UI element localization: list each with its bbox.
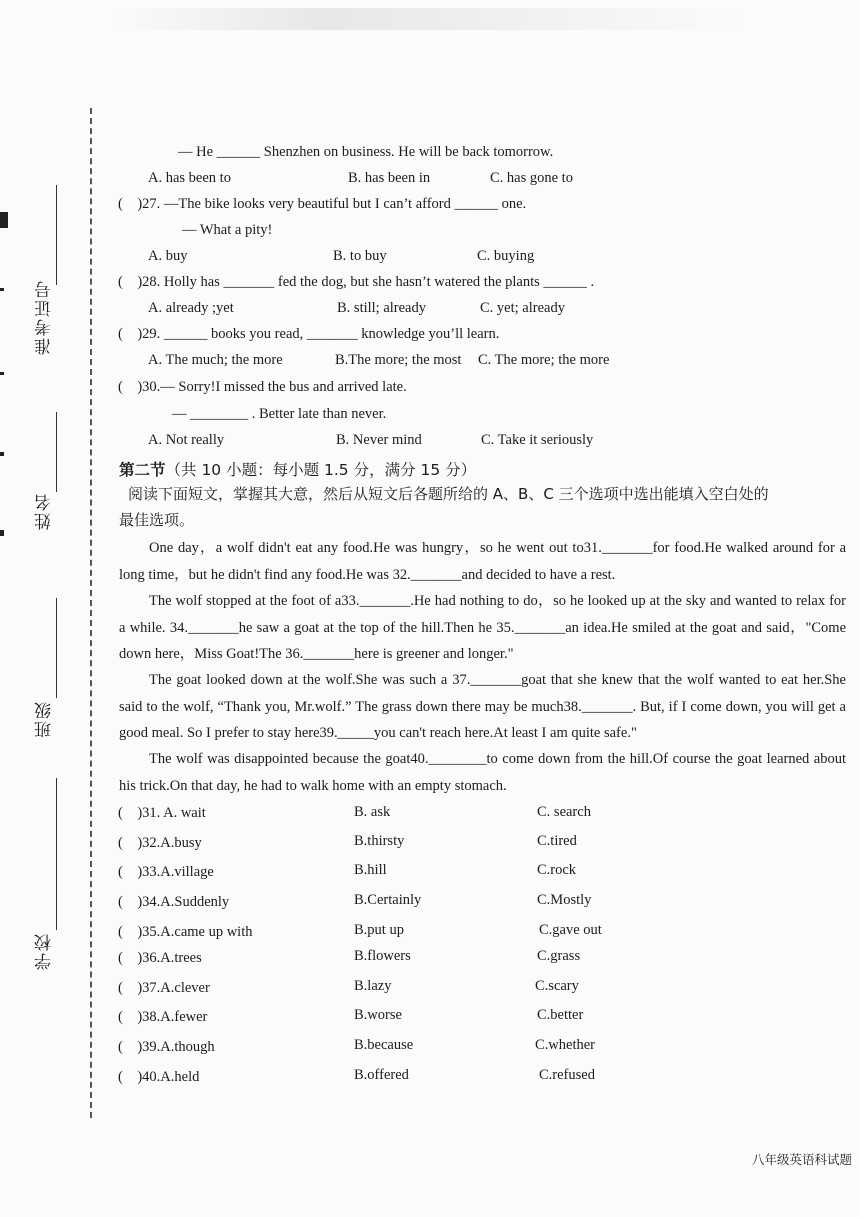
q35-option-b: B.put up — [354, 922, 404, 938]
exam-id-label: 准考证号 — [35, 279, 54, 355]
q38-option-a: ( )38.A.fewer — [118, 1009, 208, 1025]
section-instruction-2: 最佳选项。 — [119, 511, 195, 529]
name-label: 姓名 — [35, 492, 54, 530]
edge-mark — [0, 452, 4, 456]
edge-mark — [0, 288, 4, 291]
q28-option-c: C. yet; already — [480, 300, 565, 316]
school-underline — [56, 778, 57, 930]
q29-line: ( )29. ______ books you read, _______ knowledge you’ll learn. — [118, 326, 500, 342]
q30-option-a: A. Not really — [148, 432, 225, 448]
q32-option-b: B.thirsty — [354, 833, 405, 849]
edge-mark — [0, 212, 8, 228]
q30-option-c: C. Take it seriously — [481, 432, 594, 448]
class-label: 班级 — [35, 700, 54, 738]
q37-option-b: B.lazy — [354, 978, 392, 994]
q34-option-b: B.Certainly — [354, 892, 422, 908]
edge-mark — [0, 530, 4, 536]
q28-option-b: B. still; already — [337, 300, 426, 316]
q40-option-c: C.refused — [539, 1067, 595, 1083]
q31-option-c: C. search — [537, 804, 591, 820]
q26-line: — He ______ Shenzhen on business. He will be back tomorrow. — [178, 144, 554, 160]
q36-option-c: C.grass — [537, 948, 581, 964]
q34-option-a: ( )34.A.Suddenly — [118, 894, 230, 910]
q39-option-a: ( )39.A.though — [118, 1039, 215, 1055]
binding-dashed-line — [90, 108, 92, 1118]
class-field — [32, 598, 64, 738]
passage-paragraph-4-text: The wolf was disappointed because the goat40.________to come down from the hill.Of course the goat learned about his trick.On that day, he had to walk home with an empty stomach. — [119, 751, 846, 794]
q27-reply: — What a pity! — [182, 222, 273, 238]
q28-line: ( )28. Holly has _______ fed the dog, but she hasn’t watered the plants ______ . — [118, 274, 595, 290]
q32-option-c: C.tired — [537, 833, 577, 849]
q36-option-a: ( )36.A.trees — [118, 950, 202, 966]
name-underline — [56, 412, 57, 492]
passage-paragraph-2-text: The wolf stopped at the foot of a33._______.He had nothing to do，so he looked up at the sky and wanted to relax for a while. 34._______he saw a goat at the top of the hill.Then he 35._______an idea.He smiled at the goat and said，"Come down here，Miss Goat!The 36._______here is greener and longer." — [119, 593, 846, 662]
passage-paragraph-4 — [119, 746, 846, 799]
q33-option-c: C.rock — [537, 862, 577, 878]
q27-option-c: C. buying — [477, 248, 535, 264]
q40-option-a: ( )40.A.held — [118, 1069, 200, 1085]
q38-option-c: C.better — [537, 1007, 584, 1023]
q29-option-b: B.The more; the most — [335, 352, 462, 368]
q31-option-b: B. ask — [354, 804, 391, 820]
section-heading-title: 第二节 — [119, 461, 166, 479]
q30-reply: — ________ . Better late than never. — [172, 406, 387, 422]
passage-paragraph-3-text: The goat looked down at the wolf.She was such a 37._______goat that she knew that the wolf wanted to eat her.She said to the wolf, “Thank you, Mr.wolf.” The grass down there may be much38._______. But, if I come down, you will get a good meal. So I prefer to stay here39._____you can't reach here.At least I am quite safe." — [119, 672, 846, 741]
class-underline — [56, 598, 57, 698]
q28-option-a: A. already ;yet — [148, 300, 234, 316]
q38-option-b: B.worse — [354, 1007, 402, 1023]
school-field — [32, 778, 64, 970]
q39-option-b: B.because — [354, 1037, 414, 1053]
q37-option-c: C.scary — [535, 978, 579, 994]
q32-option-a: ( )32.A.busy — [118, 835, 202, 851]
q40-option-b: B.offered — [354, 1067, 409, 1083]
q33-option-b: B.hill — [354, 862, 387, 878]
q30-line: ( )30.— Sorry!I missed the bus and arrived late. — [118, 379, 407, 395]
q26-option-a: A. has been to — [148, 170, 231, 186]
exam-id-underline — [56, 185, 57, 285]
q37-option-a: ( )37.A.clever — [118, 980, 210, 996]
scan-shadow — [110, 8, 750, 30]
q35-option-c: C.gave out — [539, 922, 602, 938]
q29-option-a: A. The much; the more — [148, 352, 283, 368]
section-instruction-1: 阅读下面短文，掌握其大意，然后从短文后各题所给的 A、B、C 三个选项中选出能填入空白处的 — [128, 485, 769, 503]
q27-option-b: B. to buy — [333, 248, 387, 264]
section-heading — [119, 458, 476, 480]
q27-option-a: A. buy — [148, 248, 188, 264]
section-heading-scoring: （共 10 小题：每小题 1.5 分，满分 15 分） — [165, 461, 477, 479]
edge-mark — [0, 372, 4, 375]
page-footer: 八年级英语科试题 — [752, 1152, 853, 1167]
passage-paragraph-3 — [119, 667, 846, 747]
passage-paragraph-1 — [119, 535, 846, 588]
q29-option-c: C. The more; the more — [478, 352, 610, 368]
name-field — [32, 412, 64, 530]
q26-option-c: C. has gone to — [490, 170, 573, 186]
q26-option-b: B. has been in — [348, 170, 431, 186]
q35-option-a: ( )35.A.came up with — [118, 924, 253, 940]
q30-option-b: B. Never mind — [336, 432, 422, 448]
q33-option-a: ( )33.A.village — [118, 864, 214, 880]
q34-option-c: C.Mostly — [537, 892, 592, 908]
passage-paragraph-2 — [119, 588, 846, 668]
q36-option-b: B.flowers — [354, 948, 411, 964]
q39-option-c: C.whether — [535, 1037, 595, 1053]
passage-paragraph-1-text: One day，a wolf didn't eat any food.He was hungry，so he went out to31._______for food.He walked around for a long time，but he didn't find any food.He was 32._______and decided to have a rest. — [119, 540, 846, 583]
exam-id-field — [32, 185, 64, 355]
school-label: 学校 — [35, 932, 54, 970]
q31-option-a: ( )31. A. wait — [118, 805, 206, 821]
q27-line: ( )27. —The bike looks very beautiful but I can’t afford ______ one. — [118, 196, 527, 212]
